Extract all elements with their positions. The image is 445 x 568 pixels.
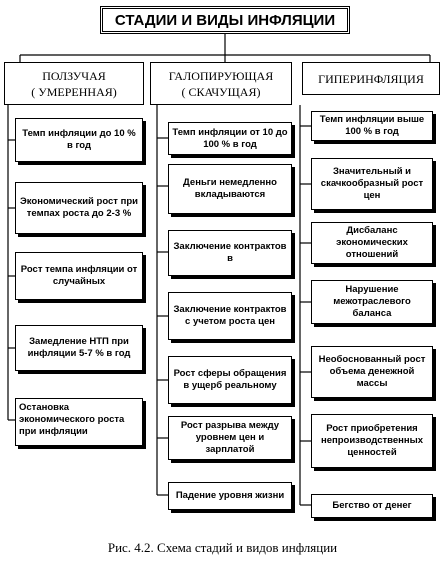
galloping-item-6: Рост разрыва между уровнем цен и зарплатой bbox=[168, 416, 292, 460]
heading-creeping-line1: ПОЛЗУЧАЯ bbox=[42, 68, 106, 83]
hyper-item-4: Нарушение межотраслевого баланса bbox=[311, 280, 433, 324]
galloping-item-1: Темп инфляции от 10 до 100 % в год bbox=[168, 122, 292, 155]
heading-galloping bbox=[150, 62, 292, 105]
heading-creeping-line2: ( УМЕРЕННАЯ) bbox=[31, 84, 117, 99]
galloping-item-4: Заключение контрактов с учетом роста цен bbox=[168, 292, 292, 340]
creeping-item-1: Темп инфляции до 10 % в год bbox=[15, 118, 143, 162]
figure-caption: Рис. 4.2. Схема стадий и видов инфляции bbox=[107, 540, 338, 555]
heading-galloping-line1: ГАЛОПИРУЮЩАЯ bbox=[168, 68, 274, 83]
heading-galloping-line2: ( СКАЧУЩАЯ) bbox=[181, 84, 261, 99]
creeping-item-3: Рост темпа инфляции от случайных bbox=[15, 252, 143, 300]
creeping-item-4: Замедление НТП при инфляции 5-7 % в год bbox=[15, 325, 143, 371]
galloping-item-5: Рост сферы обращения в ущерб реальному bbox=[168, 356, 292, 404]
heading-creeping bbox=[4, 62, 144, 105]
creeping-item-2: Экономический рост при темпах роста до 2-3 % bbox=[15, 182, 143, 234]
creeping-item-5: Остановка экономического роста при инфляции bbox=[15, 398, 143, 446]
hyper-item-3: Дисбаланс экономических отношений bbox=[311, 222, 433, 264]
galloping-item-7: Падение уровня жизни bbox=[168, 482, 292, 510]
hyper-item-7: Бегство от денег bbox=[311, 494, 433, 518]
hyper-item-5: Необоснованный рост объема денежной массы bbox=[311, 346, 433, 398]
heading-hyperinflation bbox=[302, 62, 440, 95]
heading-hyperinflation-line1: ГИПЕРИНФЛЯЦИЯ bbox=[318, 71, 424, 86]
hyper-item-6: Рост приобретения непроизводственных ценностей bbox=[311, 414, 433, 468]
hyper-item-2: Значительный и скачкообразный рост цен bbox=[311, 158, 433, 210]
hyper-item-1: Темп инфляции выше 100 % в год bbox=[311, 111, 433, 141]
diagram-title: СТАДИИ И ВИДЫ ИНФЛЯЦИИ bbox=[100, 6, 350, 34]
galloping-item-3: Заключение контрактов в bbox=[168, 230, 292, 276]
galloping-item-2: Деньги немедленно вкладываются bbox=[168, 164, 292, 214]
